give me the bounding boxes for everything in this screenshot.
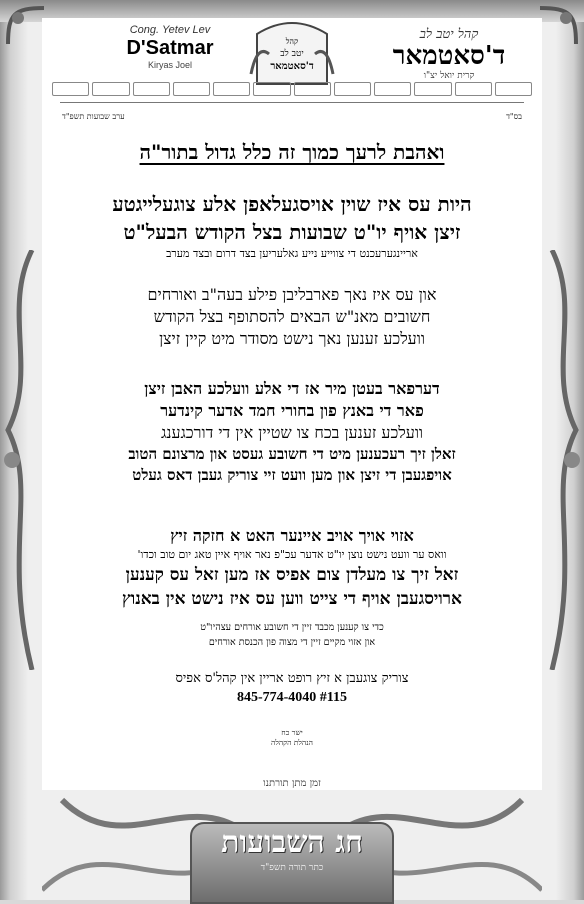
paragraph-1	[60, 190, 524, 262]
dept-box	[294, 82, 331, 96]
crest-line-3: ד'סאטמאר	[270, 61, 314, 72]
english-name-top: Cong. Yetev Lev	[129, 24, 211, 36]
hebrew-location: קרית יואל יצ"ו	[423, 71, 475, 81]
p3-line-5: אויפגעבן די זיצן און מען וועט זיי צוריק געבן דאס געלט	[132, 466, 452, 484]
paragraph-3	[60, 378, 524, 486]
dept-box	[455, 82, 492, 96]
english-name-main: D'Satmar	[126, 37, 214, 59]
title-text: ואהבת לרעך כמוך זה כלל גדול בתור"ה	[139, 140, 445, 164]
p4-line-3: זאל זיך צו מעלדן צום אפיס אז מען זאל עס קענען	[125, 565, 459, 585]
p4-line-1: אזוי אויך אויב איינער האט א חזקה זיץ	[170, 526, 414, 545]
holiday-plaque	[190, 822, 394, 904]
p1-line-1: היות עס איז שוין אויסגעלאפן אלע צוגעלייגטע	[112, 192, 472, 216]
p3-line-2: פאר די באנץ פון בחורי חמד אדער קינדער	[160, 401, 424, 420]
contact-line: צוריק צוגעבן א זיץ רופט אריין אין קהל'ס אפיס	[175, 671, 409, 686]
english-logo	[100, 24, 240, 70]
p5-line-2: און אזוי מקיים זיין די מצוה פון הכנסת אורחים	[208, 637, 376, 648]
corner-ornament-top-right	[536, 4, 580, 48]
plaque-subtitle: כתר תורה תשפ"ד	[260, 863, 324, 873]
paragraph-5	[60, 620, 524, 650]
dept-box	[414, 82, 451, 96]
paragraph-4	[60, 525, 524, 611]
dept-box	[133, 82, 170, 96]
p5-line-1: כדי צו קענען מכבד זיין די חשובע אורחים עצהיו"ט	[200, 622, 384, 633]
paragraph-2	[60, 284, 524, 350]
dept-box	[495, 82, 532, 96]
p4-line-4: ארויסגעבן אויף די צייט ווען עס איז נישט אין באנוץ	[122, 589, 462, 609]
bsd-mark: בס"ד	[506, 112, 522, 121]
page-title	[60, 140, 524, 165]
phone-number[interactable]: 845-774-4040 #115	[236, 690, 348, 705]
hebrew-name-main: ד'סאטמאר	[392, 41, 506, 71]
side-scroll-left	[2, 250, 38, 670]
header-rule	[60, 102, 524, 103]
hebrew-name-top: קהל יטב לב	[419, 27, 479, 42]
contact-block	[60, 668, 524, 706]
p2-line-2: חשובים מאנ"ש הבאים להסתופף בצל הקודש	[153, 307, 431, 326]
dept-box	[334, 82, 371, 96]
side-scroll-right	[546, 250, 582, 670]
dept-box	[173, 82, 210, 96]
p1-line-3: אריינגערעכנט די צווייע נייע גאלעריען בצד דרום ובצד מערב	[166, 247, 418, 260]
crest-line-1: קהל	[285, 37, 299, 46]
department-strip	[52, 82, 532, 96]
footer-banner: זמן מתן תורתנו	[263, 778, 321, 789]
signature-line-2: הנהלת הקהלה	[271, 738, 313, 747]
crest-line-2: יטב לב	[280, 49, 304, 59]
date-line: ערב שבועות תשפ"ד	[62, 112, 125, 121]
p1-line-2: זיצן אויף יו"ט שבועות בצל הקודש הבעל"ט	[123, 220, 461, 244]
crest-emblem	[247, 14, 337, 88]
p2-line-1: און עס איז נאך פארבליבן פילע בעה"ב ואורחים	[147, 285, 437, 304]
dept-box	[374, 82, 411, 96]
dept-box	[253, 82, 290, 96]
p3-line-4: זאלן זיך רעכענען מיט די חשובע געסט און מרצונם הטוב	[128, 445, 456, 463]
dept-box	[92, 82, 129, 96]
hebrew-logo	[374, 26, 524, 81]
p3-line-3: וועלכע זענען בכח צו שטיין אין די דורכגענג	[160, 423, 424, 442]
english-location: Kiryas Joel	[147, 60, 192, 70]
plaque-title: חג השבועות	[221, 825, 363, 860]
signature-line-1: ישר כח	[281, 728, 303, 737]
p2-line-3: וועלכע זענען נאך נישט מסודר מיט קיין זיצן	[159, 329, 425, 348]
signature-block	[60, 728, 524, 748]
dept-box	[213, 82, 250, 96]
p3-line-1: דערפאר בעטן מיר אז די אלע וועלכע האבן זיצן	[144, 379, 440, 398]
p4-line-2: וואס ער וועט נישט נוצן יו"ט אדער עכ"פ נאר אויף איין טאג יום טוב וכדו'	[137, 548, 447, 561]
dept-box	[52, 82, 89, 96]
